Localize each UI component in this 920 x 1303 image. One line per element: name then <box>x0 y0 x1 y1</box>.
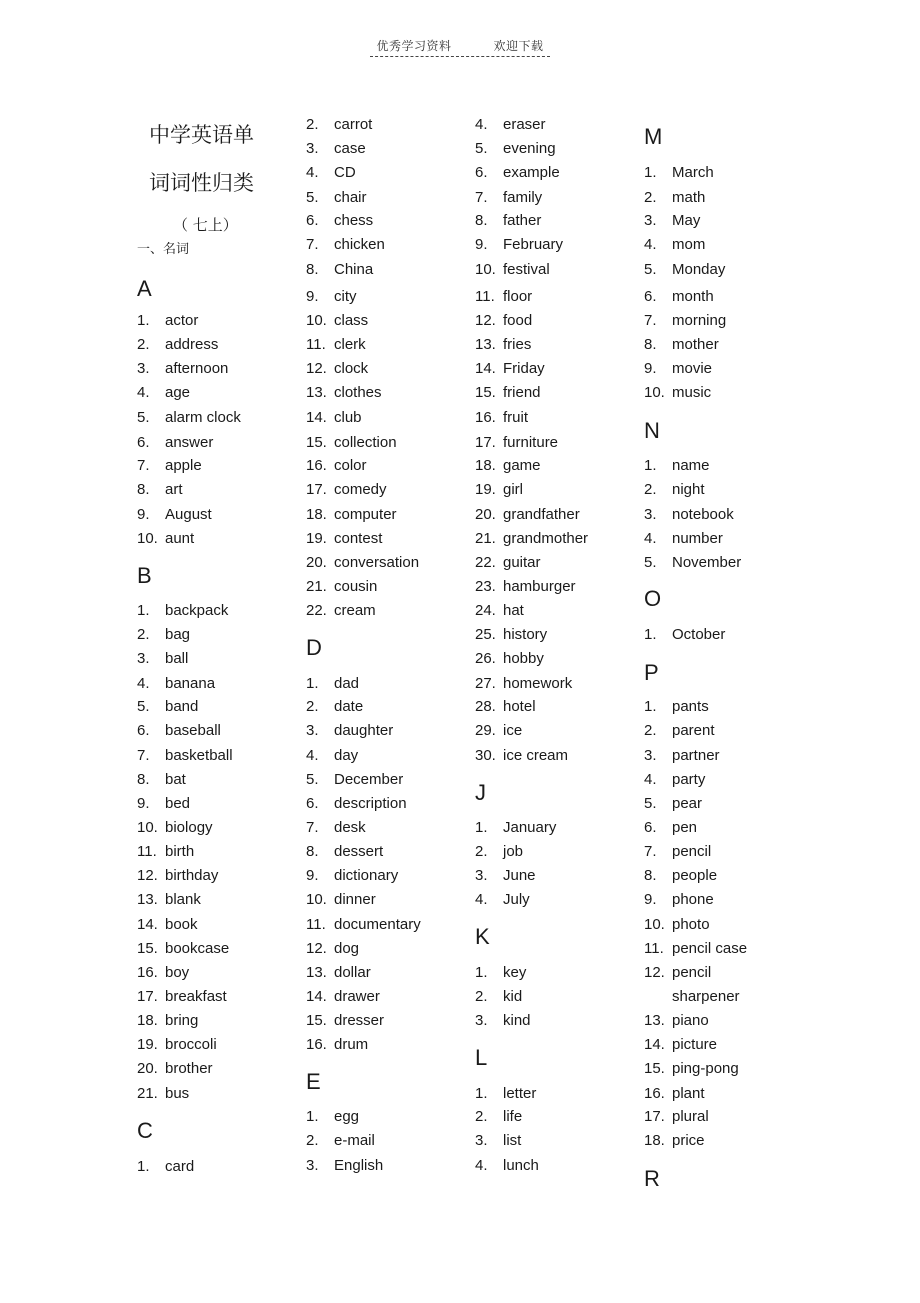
list-item: 19. broccoli <box>137 1036 217 1053</box>
list-item: 2. life <box>475 1108 523 1125</box>
list-item: 1. name <box>644 457 710 474</box>
list-item: 3. partner <box>644 747 720 764</box>
page-title-line2: 词词性归类 <box>149 171 254 195</box>
page-header <box>0 37 920 57</box>
list-item: 30. ice cream <box>475 747 569 764</box>
grade-label: （ 七上） <box>173 216 238 234</box>
list-item: 24. hat <box>475 602 524 619</box>
list-item: 17. breakfast <box>137 988 227 1005</box>
list-item: 9. movie <box>644 360 713 377</box>
list-item: 5. Monday <box>644 261 726 278</box>
list-item: 6. description <box>306 795 407 812</box>
list-item: 21. grandmother <box>475 530 589 547</box>
list-item: 4. banana <box>137 675 216 692</box>
list-item: 13. blank <box>137 891 201 908</box>
list-item: 21. bus <box>137 1085 190 1102</box>
list-item: 15. bookcase <box>137 940 230 957</box>
list-item: 9. city <box>306 288 357 305</box>
list-item: 14. Friday <box>475 360 545 377</box>
list-item: 17. comedy <box>306 481 387 498</box>
list-item: 10. music <box>644 384 712 401</box>
list-item: 12. clock <box>306 360 369 377</box>
list-item: 1. pants <box>644 698 709 715</box>
list-item: 1. October <box>644 626 726 643</box>
list-item: 5. November <box>644 554 742 571</box>
list-item: 7. chicken <box>306 236 385 253</box>
section-letter-d: D <box>306 635 322 660</box>
list-item: 9. February <box>475 236 564 253</box>
list-item: 10. class <box>306 312 369 329</box>
list-item: 9. August <box>137 506 212 523</box>
list-item: 6. answer <box>137 434 214 451</box>
list-item: 5. December <box>306 771 404 788</box>
list-item: 1. backpack <box>137 602 229 619</box>
list-item: 1. key <box>475 964 527 981</box>
list-item: 2. kid <box>475 988 523 1005</box>
list-item: 2. e-mail <box>306 1132 375 1149</box>
list-item: 15. dresser <box>306 1012 385 1029</box>
list-item: 1. January <box>475 819 557 836</box>
list-item: 7. morning <box>644 312 727 329</box>
list-item: 1. letter <box>475 1085 537 1102</box>
list-item: 18. price <box>644 1132 705 1149</box>
list-item: 2. address <box>137 336 219 353</box>
list-item: 22. cream <box>306 602 376 619</box>
list-item: 4. lunch <box>475 1157 539 1174</box>
list-item: 14. picture <box>644 1036 718 1053</box>
list-item: 7. pencil <box>644 843 712 860</box>
list-item: 12. food <box>475 312 533 329</box>
list-item: 6. baseball <box>137 722 221 739</box>
list-item: 9. dictionary <box>306 867 399 884</box>
list-item: 8. people <box>644 867 718 884</box>
category-label: 一、名词 <box>137 242 190 257</box>
header-text <box>370 37 549 57</box>
list-item: 2. parent <box>644 722 715 739</box>
list-item: 13. fries <box>475 336 532 353</box>
list-item: 5. alarm clock <box>137 409 241 426</box>
section-letter-l: L <box>475 1045 488 1070</box>
list-item: 13. piano <box>644 1012 709 1029</box>
list-item: 2. night <box>644 481 705 498</box>
list-item: 4. age <box>137 384 191 401</box>
list-item: 3. June <box>475 867 536 884</box>
list-item: 1. card <box>137 1158 195 1175</box>
list-item: 3. ball <box>137 650 189 667</box>
list-item: 8. China <box>306 261 374 278</box>
list-item: 22. guitar <box>475 554 541 571</box>
list-item: 20. conversation <box>306 554 420 571</box>
list-item: 17. plural <box>644 1108 709 1125</box>
list-item: 8. bat <box>137 771 186 788</box>
section-letter-c: C <box>137 1118 153 1143</box>
list-item: 29. ice <box>475 722 523 739</box>
list-item: 15. friend <box>475 384 541 401</box>
list-item: 8. father <box>475 212 542 229</box>
list-item: 4. number <box>644 530 723 547</box>
list-item: 16. plant <box>644 1085 705 1102</box>
list-item: 12. pencil <box>644 964 712 981</box>
list-item: 2. job <box>475 843 524 860</box>
section-letter-r: R <box>644 1166 660 1191</box>
list-item: 19. girl <box>475 481 524 498</box>
list-item: 20. brother <box>137 1060 213 1077</box>
list-item: 9. phone <box>644 891 714 908</box>
list-item: sharpener <box>672 988 740 1005</box>
list-item: 18. bring <box>137 1012 199 1029</box>
list-item: 2. date <box>306 698 364 715</box>
section-letter-n: N <box>644 418 660 443</box>
list-item: 10. aunt <box>137 530 195 547</box>
list-item: 5. evening <box>475 140 556 157</box>
list-item: 4. mom <box>644 236 706 253</box>
list-item: 11. documentary <box>306 916 421 933</box>
header-left: 优秀学习资料 <box>376 39 452 53</box>
list-item: 26. hobby <box>475 650 544 667</box>
list-item: 7. desk <box>306 819 366 836</box>
list-item: 23. hamburger <box>475 578 576 595</box>
list-item: 6. month <box>644 288 714 305</box>
list-item: 8. dessert <box>306 843 384 860</box>
list-item: 1. March <box>644 164 714 181</box>
list-item: 10. dinner <box>306 891 376 908</box>
list-item: 27. homework <box>475 675 573 692</box>
list-item: 2. bag <box>137 626 191 643</box>
list-item: 14. club <box>306 409 362 426</box>
list-item: 16. fruit <box>475 409 529 426</box>
list-item: 14. book <box>137 916 198 933</box>
list-item: 25. history <box>475 626 548 643</box>
list-item: 28. hotel <box>475 698 536 715</box>
list-item: 5. chair <box>306 189 367 206</box>
list-item: 4. party <box>644 771 706 788</box>
list-item: 2. carrot <box>306 116 373 133</box>
list-item: 18. game <box>475 457 541 474</box>
list-item: 7. apple <box>137 457 202 474</box>
section-letter-k: K <box>475 924 490 949</box>
list-item: 3. May <box>644 212 701 229</box>
list-item: 5. band <box>137 698 199 715</box>
list-item: 1. dad <box>306 675 360 692</box>
list-item: 11. clerk <box>306 336 366 353</box>
list-item: 11. floor <box>475 288 533 305</box>
list-item: 11. pencil case <box>644 940 748 957</box>
list-item: 6. example <box>475 164 560 181</box>
list-item: 4. eraser <box>475 116 546 133</box>
list-item: 19. contest <box>306 530 383 547</box>
list-item: 6. pen <box>644 819 698 836</box>
list-item: 3. daughter <box>306 722 394 739</box>
list-item: 4. July <box>475 891 530 908</box>
list-item: 12. dog <box>306 940 360 957</box>
list-item: 11. birth <box>137 843 195 860</box>
list-item: 16. drum <box>306 1036 369 1053</box>
list-item: 5. pear <box>644 795 703 812</box>
list-item: 13. dollar <box>306 964 371 981</box>
list-item: 13. clothes <box>306 384 382 401</box>
list-item: 7. family <box>475 189 543 206</box>
list-item: 4. day <box>306 747 359 764</box>
list-item: 3. notebook <box>644 506 734 523</box>
list-item: 14. drawer <box>306 988 380 1005</box>
list-item: 3. list <box>475 1132 522 1149</box>
list-item: 18. computer <box>306 506 397 523</box>
list-item: 3. English <box>306 1157 384 1174</box>
section-letter-a: A <box>137 276 152 301</box>
list-item: 9. bed <box>137 795 191 812</box>
section-letter-b: B <box>137 563 152 588</box>
list-item: 1. actor <box>137 312 199 329</box>
list-item: 21. cousin <box>306 578 378 595</box>
header-right: 欢迎下载 <box>493 39 544 53</box>
list-item: 8. mother <box>644 336 719 353</box>
section-letter-o: O <box>644 586 662 611</box>
list-item: 6. chess <box>306 212 374 229</box>
list-item: 1. egg <box>306 1108 360 1125</box>
list-item: 7. basketball <box>137 747 233 764</box>
list-item: 8. art <box>137 481 183 498</box>
list-item: 16. boy <box>137 964 190 981</box>
list-item: 10. photo <box>644 916 710 933</box>
list-item: 10. biology <box>137 819 213 836</box>
section-letter-m: M <box>644 124 663 149</box>
section-letter-e: E <box>306 1069 321 1094</box>
list-item: 20. grandfather <box>475 506 580 523</box>
list-item: 3. kind <box>475 1012 531 1029</box>
section-letter-p: P <box>644 660 659 685</box>
section-letter-j: J <box>475 780 486 805</box>
list-item: 4. CD <box>306 164 356 181</box>
list-item: 15. collection <box>306 434 397 451</box>
list-item: 16. color <box>306 457 367 474</box>
list-item: 10. festival <box>475 261 550 278</box>
list-item: 15. ping-pong <box>644 1060 739 1077</box>
list-item: 12. birthday <box>137 867 219 884</box>
list-item: 17. furniture <box>475 434 559 451</box>
list-item: 3. afternoon <box>137 360 229 377</box>
list-item: 2. math <box>644 189 706 206</box>
list-item: 3. case <box>306 140 366 157</box>
page-title-line1: 中学英语单 <box>149 123 254 147</box>
